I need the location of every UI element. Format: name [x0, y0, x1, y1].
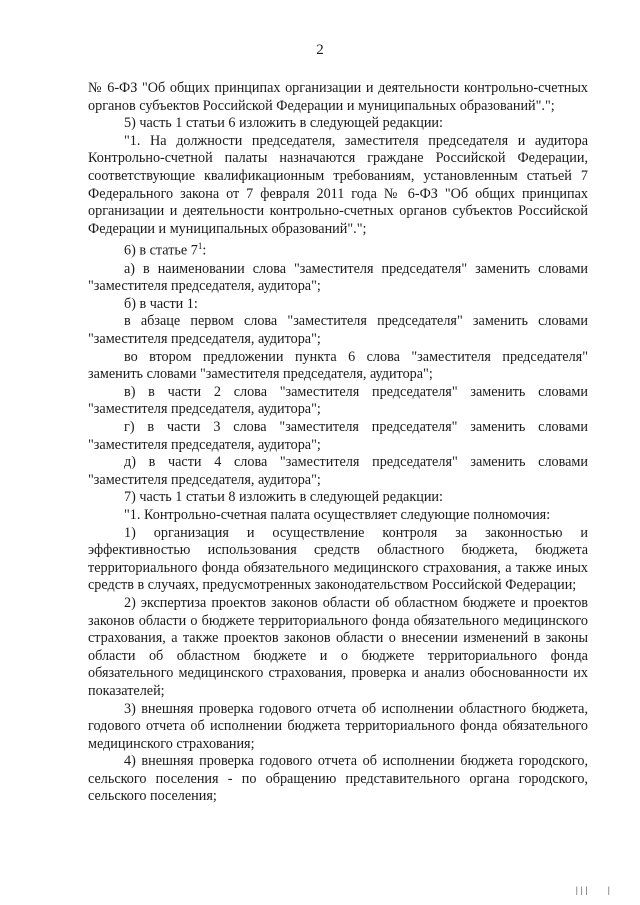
- paragraph: 5) часть 1 статьи 6 изложить в следующей редакции:: [124, 115, 443, 132]
- paragraph: д) в части 4 слова "заместителя председателя" заменить словами "заместителя председателя, аудитора";: [88, 454, 588, 488]
- paragraph: 2) экспертиза проектов законов области об областном бюджете и проектов законов области о бюджете территориального фонда обязательного медицинского страхования, а также проектов законов области о внесении изменений в законы области об областном бюджете и о бюджете территориального фонда обязательного медицинского страхования, проверка и анализ обоснованности их показателей;: [88, 594, 588, 699]
- paragraph: 1) организация и осуществление контроля за законностью и эффективностью использования средств областного бюджета, бюджета территориального фонда обязательного медицинского страхования, а также иных средств в случаях, предусмотренных законодательством Российской Федерации;: [88, 524, 588, 594]
- paragraph: а) в наименовании слова "заместителя председателя" заменить словами "заместителя председателя, аудитора";: [88, 260, 588, 295]
- superscript: 1: [197, 241, 203, 252]
- paragraph: "1. Контрольно-счетная палата осуществляет следующие полномочия:: [124, 506, 551, 523]
- footer-mark: |: [607, 885, 610, 895]
- paragraph: в абзаце первом слова "заместителя председателя" заменить словами "заместителя председателя, аудитора";: [88, 313, 588, 348]
- paragraph: [88, 238, 588, 260]
- paragraph: 4) внешняя проверка годового отчета об исполнении бюджета городского, сельского поселения - по обращению представительного органа городского, сельского поселения;: [88, 753, 588, 805]
- paragraph: 3) внешняя проверка годового отчета об исполнении областного бюджета, годового отчета об исполнении бюджета территориального фонда обязательного медицинского страхования;: [88, 700, 588, 752]
- paragraph-text: 6) в статье 7: [124, 243, 198, 260]
- paragraph: в) в части 2 слова "заместителя председателя" заменить словами "заместителя председателя, аудитора";: [88, 383, 588, 418]
- paragraph: во втором предложении пункта 6 слова "заместителя председателя" заменить словами "заместителя председателя, аудитора";: [88, 348, 588, 383]
- paragraph-text: :: [202, 243, 207, 260]
- paragraph: № 6-ФЗ "Об общих принципах организации и деятельности контрольно-счетных органов субъектов Российской Федерации и муниципальных образований".";: [88, 80, 588, 114]
- footer-mark: | | |: [575, 885, 588, 895]
- document-body: [88, 80, 588, 806]
- scan-footer-marks: [556, 885, 610, 895]
- page-number: 2: [316, 42, 324, 58]
- paragraph: "1. На должности председателя, заместителя председателя и аудитора Контрольно-счетной палаты назначаются граждане Российской Федерации, соответствующие квалификационным требованиям, установленным статьей 7 Федерального закона от 7 февраля 2011 года № 6-ФЗ "Об общих принципах организации и деятельности контрольно-счетных органов субъектов Российской Федерации и муниципальных образований".";: [88, 132, 588, 237]
- paragraph: г) в части 3 слова "заместителя председателя" заменить словами "заместителя председателя, аудитора";: [88, 419, 588, 453]
- paragraph: б) в части 1:: [124, 295, 198, 312]
- paragraph: 7) часть 1 статьи 8 изложить в следующей редакции:: [124, 489, 443, 506]
